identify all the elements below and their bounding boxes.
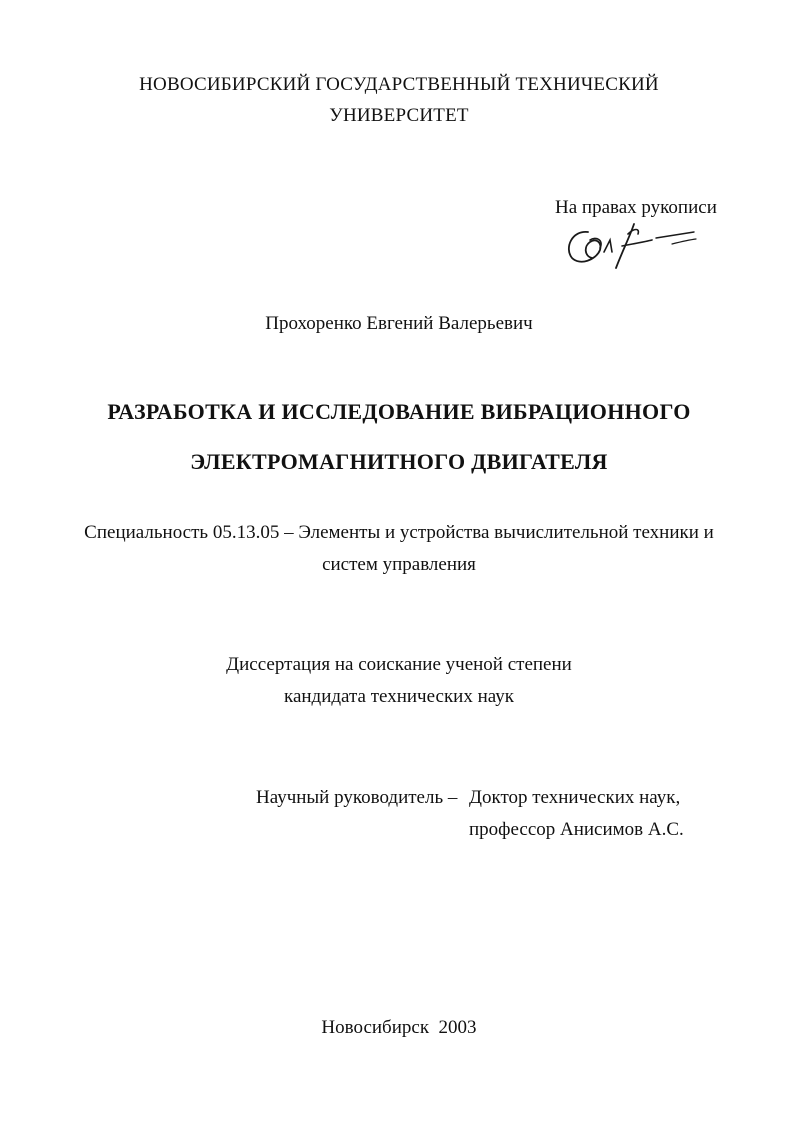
specialty-line2: систем управления (322, 554, 476, 575)
dissertation-title-line1: РАЗРАБОТКА И ИССЛЕДОВАНИЕ ВИБРАЦИОННОГО (107, 399, 691, 424)
degree-line2: кандидата технических наук (284, 686, 514, 707)
supervisor-label: Научный руководитель – (256, 787, 458, 808)
dissertation-title-line2: ЭЛЕКТРОМАГНИТНОГО ДВИГАТЕЛЯ (190, 449, 608, 474)
city-year: Новосибирск 2003 (321, 1017, 477, 1038)
degree-line1: Диссертация на соискание ученой степени (226, 654, 572, 675)
author-signature (560, 218, 710, 274)
university-name-line1: НОВОСИБИРСКИЙ ГОСУДАРСТВЕННЫЙ ТЕХНИЧЕСКИЙ (139, 74, 659, 95)
supervisor-name: профессор Анисимов А.С. (469, 819, 684, 840)
manuscript-note: На правах рукописи (555, 197, 717, 218)
university-name-line2: УНИВЕРСИТЕТ (329, 105, 469, 126)
author-name: Прохоренко Евгений Валерьевич (265, 313, 533, 334)
specialty-line1: Специальность 05.13.05 – Элементы и устройства вычислительной техники и (84, 522, 714, 543)
supervisor-degree: Доктор технических наук, (469, 787, 681, 808)
